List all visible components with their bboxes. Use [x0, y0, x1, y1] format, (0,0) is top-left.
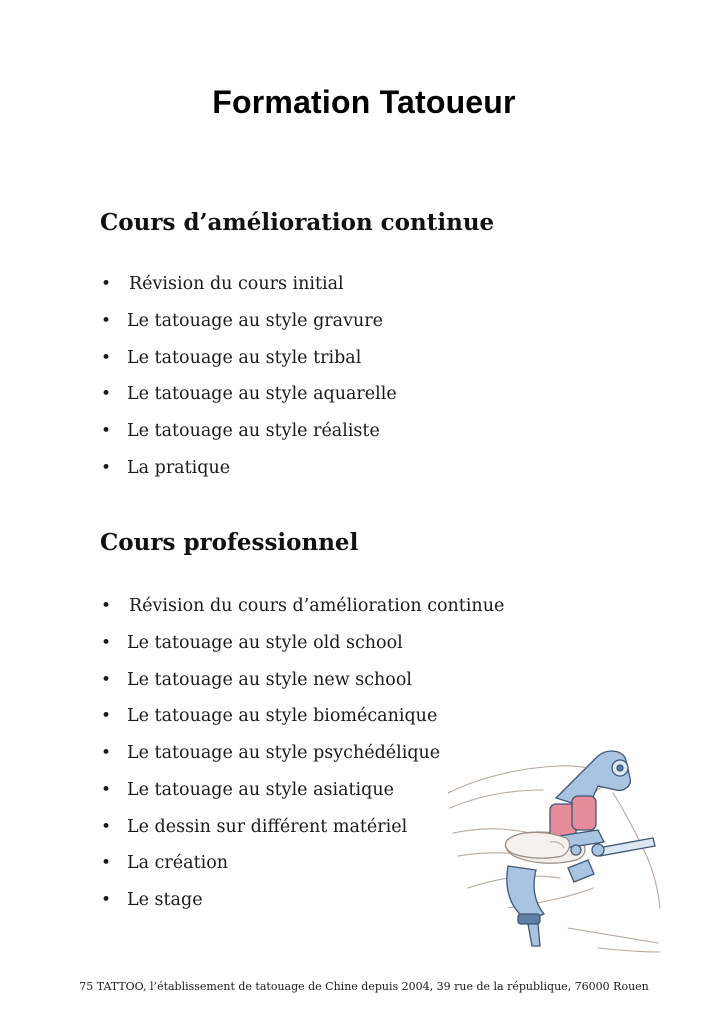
- page-title: Formation Tatoueur: [212, 84, 516, 120]
- list-item: [100, 662, 504, 699]
- list-item: [100, 588, 504, 625]
- list-item: [100, 340, 397, 377]
- list-item: [100, 882, 504, 919]
- bullet-icon: •: [101, 310, 112, 331]
- list-item-label: Le tatouage au style tribal: [127, 347, 362, 368]
- bullet-icon: •: [101, 890, 112, 910]
- list-item-label: Le dessin sur différent matériel: [127, 816, 408, 837]
- bullet-icon: •: [101, 816, 112, 837]
- section-continuing-course: [100, 205, 660, 478]
- list-item: [100, 772, 504, 809]
- list-item: [100, 809, 504, 846]
- list-item-label: Le tatouage au style asiatique: [127, 779, 394, 800]
- bullet-icon: •: [101, 347, 112, 368]
- bullet-icon: •: [101, 632, 112, 653]
- list-item: [100, 625, 504, 662]
- list-item-label: Révision du cours d’amélioration continue: [129, 596, 505, 616]
- bullet-icon: •: [101, 779, 112, 800]
- list-item-label: La pratique: [127, 457, 231, 478]
- bullet-icon: •: [101, 596, 112, 616]
- course-list: [100, 588, 504, 919]
- list-item: [100, 698, 504, 735]
- bullet-icon: •: [101, 274, 112, 294]
- bullet-icon: •: [101, 669, 112, 690]
- bullet-icon: •: [101, 421, 112, 441]
- bullet-icon: •: [101, 706, 112, 727]
- list-item-label: Le tatouage au style aquarelle: [127, 384, 397, 405]
- section-heading: Cours professionnel: [100, 529, 359, 556]
- tattoo-machine-in-hand-icon: [448, 738, 663, 956]
- course-list: [100, 266, 397, 487]
- bullet-icon: •: [101, 384, 112, 405]
- list-item-label: Révision du cours initial: [129, 274, 344, 294]
- list-item-label: La création: [127, 853, 229, 874]
- list-item-label: Le tatouage au style old school: [127, 632, 403, 653]
- bullet-icon: •: [101, 743, 112, 763]
- list-item: [100, 303, 397, 340]
- list-item-label: Le tatouage au style biomécanique: [127, 706, 438, 727]
- list-item-label: Le tatouage au style réaliste: [127, 421, 380, 441]
- footer-address: 75 TATTOO, l’établissement de tatouage de Chine depuis 2004, 39 rue de la république, 76000 Rouen: [79, 980, 649, 993]
- list-item: [100, 450, 397, 487]
- list-item-label: Le tatouage au style psychédélique: [127, 743, 441, 763]
- list-item: [100, 266, 397, 303]
- bullet-icon: •: [101, 457, 112, 478]
- list-item-label: Le tatouage au style gravure: [127, 310, 383, 331]
- section-professional-course: [100, 525, 660, 910]
- list-item: [100, 735, 504, 772]
- bullet-icon: •: [101, 853, 112, 874]
- list-item: [100, 845, 504, 882]
- list-item: [100, 376, 397, 413]
- list-item: [100, 413, 397, 450]
- list-item-label: Le tatouage au style new school: [127, 669, 412, 690]
- list-item-label: Le stage: [127, 890, 203, 910]
- section-heading: Cours d’amélioration continue: [100, 209, 495, 236]
